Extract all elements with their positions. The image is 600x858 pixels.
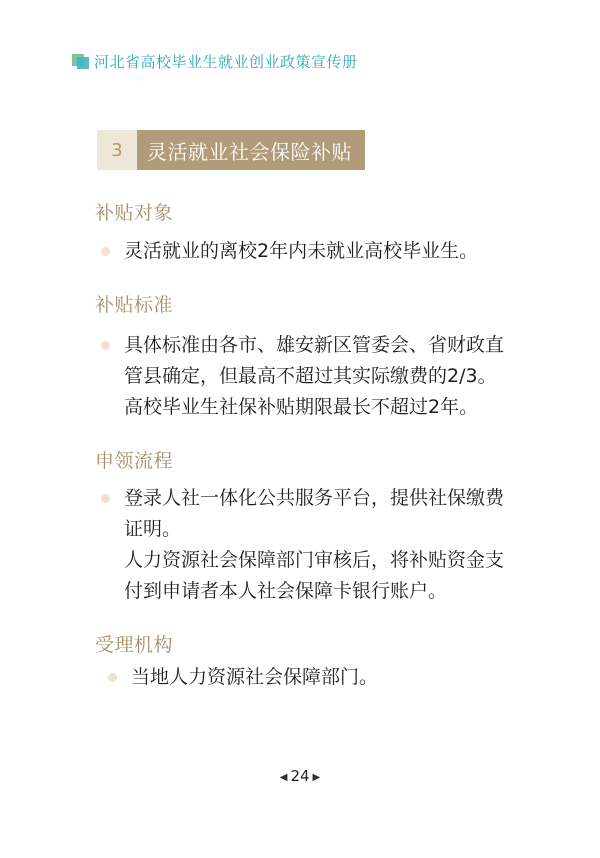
section-number: 3 [97,130,137,170]
item-line: 高校毕业生社保补贴期限最长不超过2年。 [124,396,479,418]
page-number [0,767,600,785]
page-number-value: 24 [290,767,310,785]
item-line: 付到申请者本人社会保障卡银行账户。 [124,580,448,602]
bullet-dot-icon [101,341,110,350]
item-line: 具体标准由各市、雄安新区管委会、省财政直 [124,334,505,356]
subhead-agency: 受理机构 [95,634,174,656]
triangle-left-icon: ◀ [279,772,288,783]
item-line: 管县确定，但最高不超过其实际缴费的2/3。 [124,365,497,387]
item-line: 当地人力资源社会保障部门。 [131,666,379,688]
document-header [72,50,358,72]
subhead-standard: 补贴标准 [95,294,174,316]
list-item-procedure [97,483,537,607]
triangle-right-icon: ▶ [312,772,321,783]
item-line: 登录人社一体化公共服务平台，提供社保缴费 [124,487,505,509]
list-item-eligibility [97,236,537,267]
document-title: 河北省高校毕业生就业创业政策宣传册 [94,52,358,71]
bullet-dot-icon [108,673,117,682]
section-title: 灵活就业社会保险补贴 [137,130,365,170]
section-banner [97,130,365,170]
bullet-dot-icon [101,247,110,256]
subhead-procedure: 申领流程 [95,450,174,472]
brand-squares-icon [72,52,90,70]
item-line: 灵活就业的离校2年内未就业高校毕业生。 [124,240,479,262]
item-line: 人力资源社会保障部门审核后，将补贴资金支 [124,549,505,571]
item-line: 证明。 [124,518,182,540]
bullet-dot-icon [101,494,110,503]
list-item-standard [97,330,537,423]
subhead-eligibility: 补贴对象 [95,202,174,224]
list-item-agency [104,662,544,693]
